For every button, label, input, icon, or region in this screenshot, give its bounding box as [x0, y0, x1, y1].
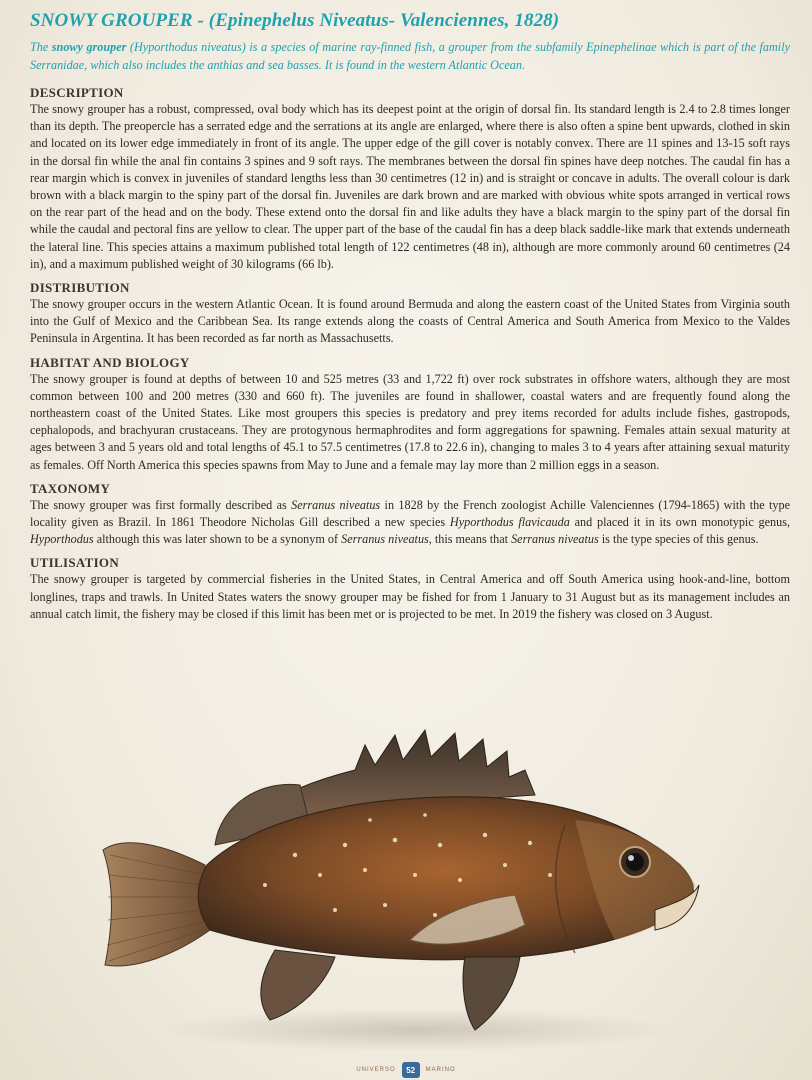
taxonomy-genus-name: Hyporthodus [30, 532, 94, 547]
section-text-distribution: The snowy grouper occurs in the western Atlantic Ocean. It is found around Bermuda and along the eastern coast of the United States from Virginia south into the Gulf of Mexico and the Caribbean Sea. Its range extends along the coasts of Central America and South America from Mexico to the Valdes Peninsula in Argentina. It has been recorded as far north as Massachusetts. [30, 297, 790, 346]
page-title: SNOWY GROUPER - (Epinephelus Niveatus- Valenciennes, 1828) [30, 10, 560, 31]
section-text-utilisation: The snowy grouper is targeted by commercial fisheries in the United States, in Central America and off South America using hook-and-line, bottom longlines, traps and trawls. In United States waters the snowy grouper may be fished for from 1 January to 31 August but as its management includes an annual catch limit, the fishery may be closed if this limit has been met or is projected to be met. In 2019 the fishery was closed on 3 August. [30, 572, 790, 621]
intro-bold-name: snowy grouper [51, 40, 127, 54]
taxonomy-text-4: although this was later shown to be a synonym of [93, 532, 342, 547]
taxonomy-species-name: Hyporthodus flavicauda [449, 515, 570, 530]
taxonomy-text-1: The snowy grouper was first formally described as [30, 497, 292, 512]
section-utilisation [30, 554, 790, 623]
section-text-description: The snowy grouper has a robust, compressed, oval body which has its deepest point at the origin of dorsal fin. Its standard length is 2.4 to 2.8 times longer than its depth. The preopercle has a serrated edge and the serrations at its angle are enlarged, where there is also often a spine bent upwards, clothed in skin and located on its lower edge immediately in front of its angle. The upper edge of the gill cover is notably convex. There are 11 spines and 13-15 soft rays in the dorsal fin while the anal fin contains 3 spines and 9 soft rays. The membranes between the dorsal fin spines have deep notches. The caudal fin has a rear margin which is convex in juveniles of standard lengths less than 30 centimetres (12 in) and is straight or concave in adults. The overall colour is dark brown with a black margin to the spiny part of the dorsal fin. Juveniles are dark brown and are marked with obvious white spots arranged in vertical rows on the rear part of the head and on the body. These extend onto the dorsal fin and like adults they have a black margin to the spiny part of the dorsal fin while the caudal and pectoral fins are yellow to clear. The upper part of the base of the caudal fin has a deep black saddle-like mark that extends underneath the lateral line. This species attains a maximum published total length of 122 centimetres (48 in), although are more commonly around 60 centimetres (24 in), and a maximum published weight of 30 kilograms (66 lb). [30, 102, 790, 271]
section-taxonomy [30, 480, 790, 549]
taxonomy-species-name: Serranus niveatus [511, 532, 599, 547]
section-heading-taxonomy: TAXONOMY [30, 480, 111, 496]
article [30, 10, 790, 629]
section-habitat [30, 354, 790, 474]
taxonomy-text-6: is the type species of this genus. [598, 532, 759, 547]
taxonomy-species-name: Serranus niveatus [341, 532, 429, 547]
footer-right-text: MARINO [425, 1067, 456, 1073]
section-heading-habitat: HABITAT AND BIOLOGY [30, 354, 190, 370]
intro-paragraph [30, 38, 790, 74]
intro-pre: The [30, 40, 52, 54]
section-text-taxonomy [30, 497, 790, 549]
section-heading-utilisation: UTILISATION [30, 555, 120, 571]
section-heading-description: DESCRIPTION [30, 85, 124, 100]
section-description [30, 84, 790, 273]
taxonomy-text-5: , this means that [428, 532, 512, 547]
taxonomy-text-2: in 1828 by the French zoologist Achille Valenciennes (1794-1865) with the type locality given as Brazil. In 1861 Theodore Nicholas Gill described a new species [30, 497, 790, 530]
section-heading-distribution: DISTRIBUTION [30, 280, 130, 296]
taxonomy-species-name: Serranus niveatus [291, 497, 381, 512]
taxonomy-text-3: and placed it in its own monotypic genus, [569, 515, 791, 530]
footer-left-text: UNIVERSO [356, 1067, 396, 1073]
section-text-habitat: The snowy grouper is found at depths of between 10 and 525 metres (33 and 1,722 ft) over rock substrates in offshore waters, although they are most common between 100 and 200 metres (330 and 660 ft). The juveniles are found in shallower, coastal waters and are frequently found along the northeastern coast of the United States. Like most groupers this species is predatory and prey items recorded for adults include fishes, gastropods, cephalopods, and brachyuran crustaceans. They are protogynous hermaphrodites and form aggregations for spawning. Females attain sexual maturity at ages between 3 and 5 years old and total lengths of 45.1 to 57.5 centimetres (17.8 to 22.6 in), changing to males 3 to 4 years after attaining sexual maturity as females. Off North America this species spawns from May to June and a female may lay more than 2 million eggs in a season. [30, 371, 790, 472]
page-number: 52 [402, 1062, 420, 1078]
page-footer [0, 1062, 812, 1078]
snowy-grouper-fish-illustration [95, 725, 715, 1055]
section-distribution [30, 279, 790, 348]
intro-rest: (Hyporthodus niveatus) is a species of marine ray-finned fish, a grouper from the subfamily Epinephelinae which is part of the family Serranidae, which also includes the anthias and sea basses. It is found in the western Atlantic Ocean. [30, 40, 790, 72]
fish-icon [95, 725, 715, 1055]
